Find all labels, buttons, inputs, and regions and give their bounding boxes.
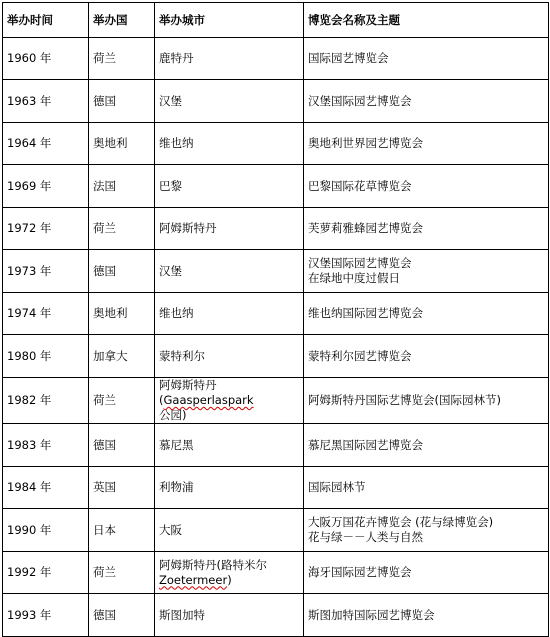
country-cell: 奥地利 (89, 293, 155, 335)
expo-line: 维也纳国际园艺博览会 (308, 306, 423, 320)
expo-cell (304, 467, 549, 509)
year-cell: 1960 年 (3, 38, 89, 80)
expo-line: 国际园林节 (308, 480, 366, 494)
expo-cell (304, 594, 549, 637)
city-cell (155, 293, 304, 335)
year-cell: 1969 年 (3, 165, 89, 208)
header-year: 举办时间 (3, 3, 89, 38)
expo-line: 海牙国际园艺博览会 (308, 565, 412, 579)
city-cell (155, 594, 304, 637)
expo-cell (304, 378, 549, 424)
year-cell: 1984 年 (3, 467, 89, 509)
country-cell: 日本 (89, 509, 155, 552)
city-line: 利物浦 (159, 480, 194, 494)
city-line: 斯图加特 (159, 607, 205, 622)
city-cell (155, 80, 304, 123)
city-line: 巴黎 (159, 178, 182, 193)
city-line: 蒙特利尔 (159, 348, 205, 363)
year-cell: 1973 年 (3, 250, 89, 293)
country-cell: 奥地利 (89, 123, 155, 165)
table-row (3, 123, 549, 165)
table-row (3, 38, 549, 80)
header-expo: 博览会名称及主题 (304, 3, 549, 38)
city-line: 鹿特丹 (159, 51, 194, 65)
city-cell (155, 552, 304, 594)
city-line: 公园) (159, 408, 187, 422)
expo-line: 花与绿－－人类与自然 (308, 530, 423, 544)
expo-cell (304, 38, 549, 80)
table-row (3, 424, 549, 467)
city-cell (155, 165, 304, 208)
header-city: 举办城市 (155, 3, 304, 38)
city-cell (155, 38, 304, 80)
expo-cell (304, 208, 549, 250)
city-line: 阿姆斯特丹 (159, 221, 217, 235)
table-row (3, 293, 549, 335)
city-cell (155, 250, 304, 293)
table-row (3, 335, 549, 378)
country-cell: 德国 (89, 80, 155, 123)
city-cell (155, 378, 304, 424)
country-cell: 德国 (89, 250, 155, 293)
expo-line: 巴黎国际花草博览会 (308, 178, 412, 193)
year-cell: 1982 年 (3, 378, 89, 424)
table-row (3, 378, 549, 424)
year-cell: 1974 年 (3, 293, 89, 335)
table-row (3, 80, 549, 123)
expo-line: 在绿地中度过假日 (308, 271, 400, 285)
expo-line: 汉堡国际园艺博览会 (308, 93, 412, 108)
country-cell: 加拿大 (89, 335, 155, 378)
city-cell (155, 424, 304, 467)
year-cell: 1963 年 (3, 80, 89, 123)
table-row (3, 552, 549, 594)
city-cell (155, 335, 304, 378)
country-cell: 荷兰 (89, 38, 155, 80)
expo-line: 大阪万国花卉博览会 (花与绿博览会) (308, 515, 494, 529)
expo-line: 汉堡国际园艺博览会 (308, 256, 412, 270)
year-cell: 1983 年 (3, 424, 89, 467)
country-cell: 荷兰 (89, 552, 155, 594)
expo-line: 奥地利世界园艺博览会 (308, 136, 423, 150)
country-cell: 法国 (89, 165, 155, 208)
expo-cell (304, 509, 549, 552)
expo-cell (304, 335, 549, 378)
city-line: Zoetermeer) (159, 572, 232, 587)
expo-table (2, 2, 549, 637)
table-row (3, 165, 549, 208)
country-cell: 德国 (89, 424, 155, 467)
expo-line: 芙萝莉雅蜂园艺博览会 (308, 221, 423, 235)
city-cell (155, 509, 304, 552)
city-cell (155, 123, 304, 165)
country-cell: 荷兰 (89, 208, 155, 250)
header-row (3, 3, 549, 38)
table-row (3, 467, 549, 509)
city-line: 维也纳 (159, 136, 194, 150)
table-row (3, 509, 549, 552)
city-line: 慕尼黑 (159, 437, 194, 452)
spellcheck-underline: Gaasperlaspark (163, 393, 254, 407)
header-country: 举办国 (89, 3, 155, 38)
expo-cell (304, 552, 549, 594)
city-line: 维也纳 (159, 306, 194, 320)
year-cell: 1972 年 (3, 208, 89, 250)
table-row (3, 594, 549, 637)
country-cell: 英国 (89, 467, 155, 509)
city-line: 汉堡 (159, 93, 182, 108)
country-cell: 德国 (89, 594, 155, 637)
year-cell: 1993 年 (3, 594, 89, 637)
table-row (3, 208, 549, 250)
expo-cell (304, 123, 549, 165)
expo-line: 国际园艺博览会 (308, 51, 389, 65)
expo-cell (304, 250, 549, 293)
expo-line: 斯图加特国际园艺博览会 (308, 607, 435, 622)
city-cell (155, 208, 304, 250)
expo-cell (304, 80, 549, 123)
expo-cell (304, 424, 549, 467)
expo-cell (304, 165, 549, 208)
city-line: 大阪 (159, 522, 182, 537)
year-cell: 1964 年 (3, 123, 89, 165)
expo-line: 蒙特利尔园艺博览会 (308, 348, 412, 363)
year-cell: 1990 年 (3, 509, 89, 552)
expo-line: 慕尼黑国际园艺博览会 (308, 437, 423, 452)
city-line: 阿姆斯特丹(路特米尔 (159, 557, 267, 572)
spellcheck-underline: Zoetermeer (159, 572, 228, 587)
city-cell (155, 467, 304, 509)
year-cell: 1980 年 (3, 335, 89, 378)
country-cell: 荷兰 (89, 378, 155, 424)
city-line: 汉堡 (159, 263, 182, 278)
table-row (3, 250, 549, 293)
expo-line: 阿姆斯特丹国际艺博览会(国际园林节) (308, 393, 501, 407)
expo-cell (304, 293, 549, 335)
year-cell: 1992 年 (3, 552, 89, 594)
city-line: 阿姆斯特丹(Gaasperlaspark (159, 378, 254, 407)
